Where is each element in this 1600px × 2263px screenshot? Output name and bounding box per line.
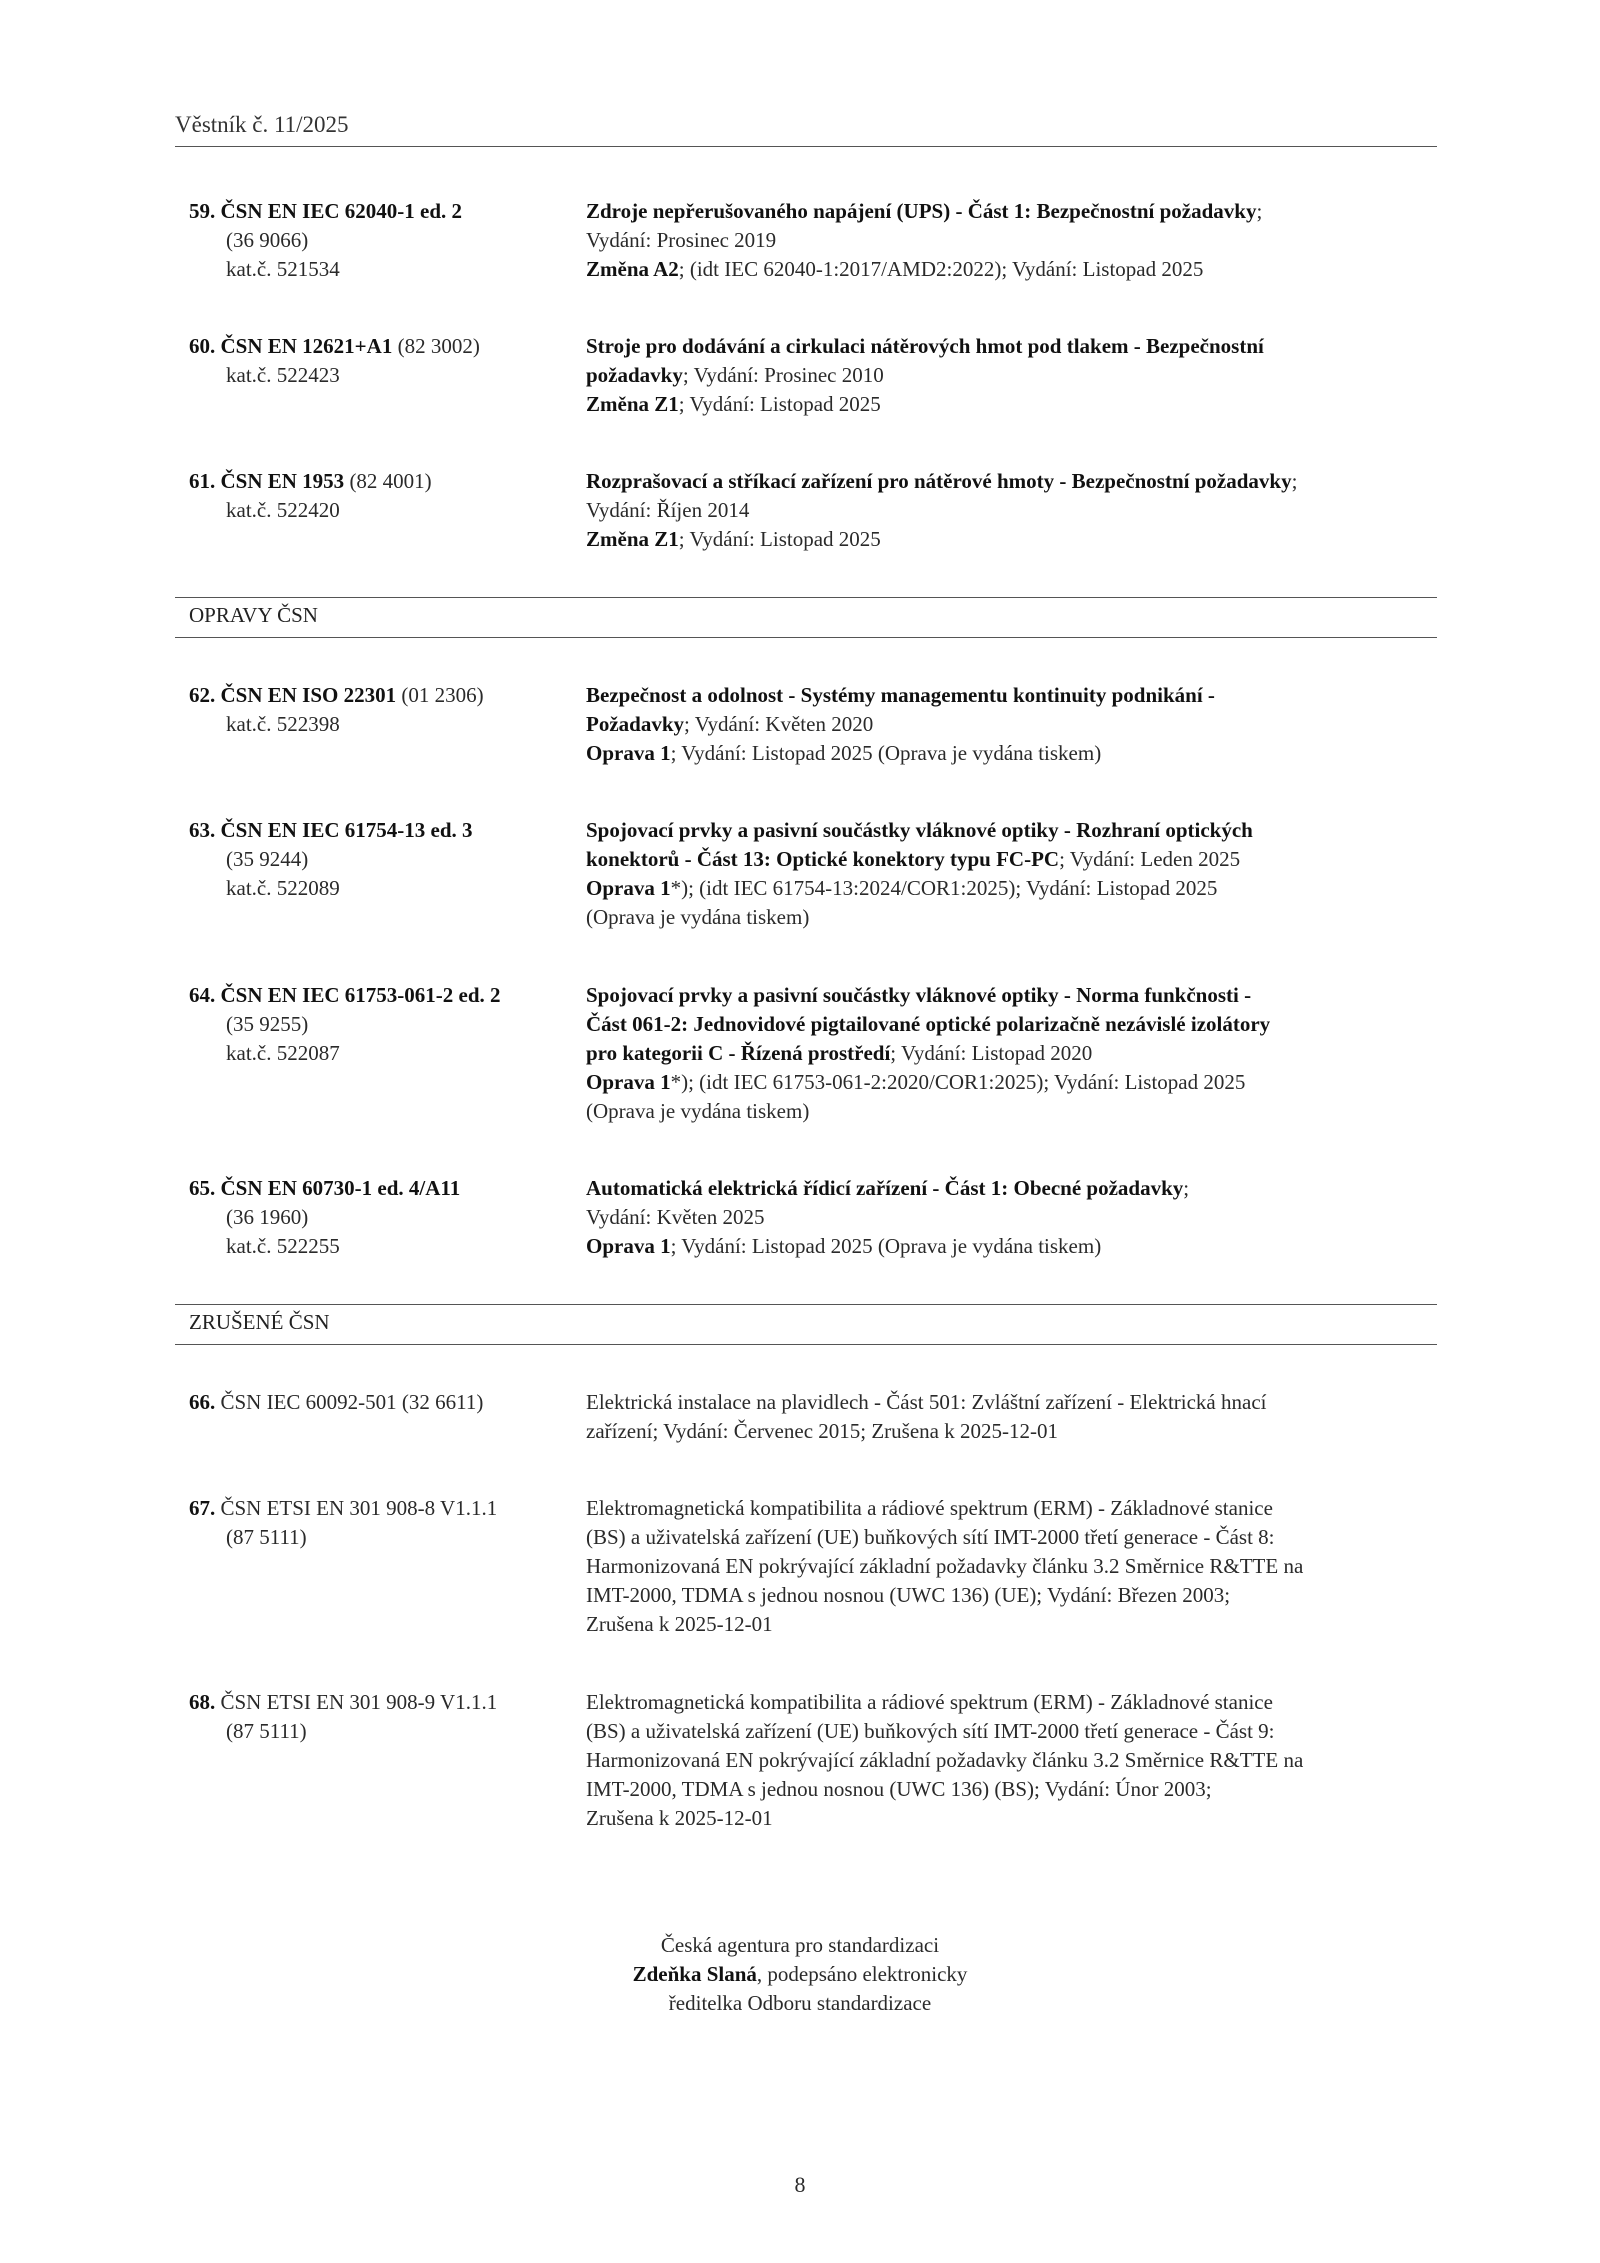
standard-identifier bbox=[189, 1688, 497, 1746]
bold-text: Spojovací prvky a pasivní součástky vláknové optiky - Rozhraní optických bbox=[586, 818, 1253, 842]
text: ; bbox=[1256, 199, 1263, 223]
text: kat.č. 521534 bbox=[226, 257, 340, 281]
standard-identifier bbox=[189, 681, 484, 739]
text-line bbox=[189, 467, 432, 496]
text-line bbox=[189, 1388, 483, 1417]
text-line bbox=[586, 1232, 1189, 1261]
text-line bbox=[586, 226, 1262, 255]
signature-block bbox=[0, 1931, 1600, 2018]
bold-text: Bezpečnost a odolnost - Systémy managementu kontinuity podnikání - bbox=[586, 683, 1215, 707]
text-line bbox=[189, 1039, 501, 1068]
text-line bbox=[586, 255, 1262, 284]
text-line bbox=[586, 1717, 1303, 1746]
text-line bbox=[189, 1174, 460, 1203]
bold-text: Oprava 1 bbox=[586, 876, 671, 900]
standard-description bbox=[586, 1494, 1303, 1639]
text-line bbox=[586, 903, 1253, 932]
standard-description bbox=[586, 197, 1262, 284]
text: Zrušena k 2025-12-01 bbox=[586, 1612, 773, 1636]
text: Vydání: Říjen 2014 bbox=[586, 498, 750, 522]
standard-identifier bbox=[189, 816, 473, 903]
bold-text: Oprava 1 bbox=[586, 1234, 671, 1258]
text-line bbox=[586, 1581, 1303, 1610]
text-line bbox=[586, 1523, 1303, 1552]
text: (35 9255) bbox=[226, 1012, 309, 1036]
bold-text: 67. bbox=[189, 1496, 216, 1520]
text: ; bbox=[1291, 469, 1298, 493]
bold-text: Spojovací prvky a pasivní součástky vláknové optiky - Norma funkčnosti - bbox=[586, 983, 1252, 1007]
text: Elektromagnetická kompatibilita a rádiové spektrum (ERM) - Základnové stanice bbox=[586, 1690, 1273, 1714]
text-line bbox=[586, 525, 1297, 554]
text-line bbox=[189, 681, 484, 710]
text-line bbox=[586, 1039, 1270, 1068]
text-line bbox=[586, 496, 1297, 525]
text: kat.č. 522087 bbox=[226, 1041, 340, 1065]
standard-description bbox=[586, 816, 1253, 932]
text: (36 9066) bbox=[226, 228, 309, 252]
section-heading-zrusene: ZRUŠENÉ ČSN bbox=[189, 1310, 330, 1334]
text-line bbox=[189, 226, 462, 255]
bold-text: 61. ČSN EN 1953 bbox=[189, 469, 345, 493]
text: (BS) a uživatelská zařízení (UE) buňkových sítí IMT-2000 třetí generace - Část 9: bbox=[586, 1719, 1275, 1743]
text: kat.č. 522423 bbox=[226, 363, 340, 387]
standard-identifier bbox=[189, 197, 462, 284]
standard-identifier bbox=[189, 467, 432, 525]
section-heading-opravy: OPRAVY ČSN bbox=[189, 603, 318, 627]
text: (82 4001) bbox=[344, 469, 432, 493]
text: Vydání: Květen 2025 bbox=[586, 1205, 765, 1229]
text-line bbox=[586, 1010, 1270, 1039]
standard-description bbox=[586, 467, 1297, 554]
standard-identifier bbox=[189, 332, 480, 390]
bold-text: konektorů - Část 13: Optické konektory typu FC-PC bbox=[586, 847, 1060, 871]
text: ; Vydání: Leden 2025 bbox=[1059, 847, 1241, 871]
text-line bbox=[586, 197, 1262, 226]
bold-text: 68. bbox=[189, 1690, 216, 1714]
bold-text: 64. ČSN EN IEC 61753-061-2 ed. 2 bbox=[189, 983, 501, 1007]
bold-text: Automatická elektrická řídicí zařízení - Část 1: Obecné požadavky bbox=[586, 1176, 1184, 1200]
text-line bbox=[586, 361, 1264, 390]
text-line bbox=[586, 1610, 1303, 1639]
bold-text: 66. bbox=[189, 1390, 216, 1414]
text-line bbox=[189, 496, 432, 525]
text-line bbox=[189, 197, 462, 226]
text-line bbox=[586, 981, 1270, 1010]
text-line bbox=[586, 1688, 1303, 1717]
text-line bbox=[586, 390, 1264, 419]
standard-identifier bbox=[189, 1494, 497, 1552]
text-line bbox=[586, 710, 1215, 739]
text-line bbox=[189, 1717, 497, 1746]
text: Vydání: Prosinec 2019 bbox=[586, 228, 777, 252]
bold-text: Zdroje nepřerušovaného napájení (UPS) - Část 1: Bezpečnostní požadavky bbox=[586, 199, 1257, 223]
text: ; Vydání: Listopad 2025 (Oprava je vydána tiskem) bbox=[670, 1234, 1102, 1258]
bulletin-header: Věstník č. 11/2025 bbox=[175, 112, 349, 137]
bold-text: 63. ČSN EN IEC 61754-13 ed. 3 bbox=[189, 818, 473, 842]
text-line bbox=[189, 1203, 460, 1232]
text: Elektrická instalace na plavidlech - Část 501: Zvláštní zařízení - Elektrická hnací bbox=[586, 1390, 1267, 1414]
text-line bbox=[586, 332, 1264, 361]
text: ; Vydání: Prosinec 2010 bbox=[682, 363, 884, 387]
text: IMT-2000, TDMA s jednou nosnou (UWC 136) (BS); Vydání: Únor 2003; bbox=[586, 1777, 1212, 1801]
text: Harmonizovaná EN pokrývající základní požadavky článku 3.2 Směrnice R&TTE na bbox=[586, 1748, 1304, 1772]
text-line bbox=[586, 1203, 1189, 1232]
text: Elektromagnetická kompatibilita a rádiové spektrum (ERM) - Základnové stanice bbox=[586, 1496, 1273, 1520]
standard-identifier bbox=[189, 981, 501, 1068]
text: ; Vydání: Listopad 2025 bbox=[678, 527, 881, 551]
bold-text: Část 061-2: Jednovidové pigtailované optické polarizačně nezávislé izolátory bbox=[586, 1012, 1271, 1036]
text-line bbox=[586, 1775, 1303, 1804]
section-rule-bottom bbox=[175, 1344, 1437, 1345]
standard-description bbox=[586, 1388, 1266, 1446]
bold-text: Rozprašovací a stříkací zařízení pro nátěrové hmoty - Bezpečnostní požadavky bbox=[586, 469, 1292, 493]
standard-identifier bbox=[189, 1174, 460, 1261]
bold-text: Požadavky bbox=[586, 712, 685, 736]
bold-text: 65. ČSN EN 60730-1 ed. 4/A11 bbox=[189, 1176, 461, 1200]
text: kat.č. 522089 bbox=[226, 876, 340, 900]
bold-text: 59. ČSN EN IEC 62040-1 ed. 2 bbox=[189, 199, 463, 223]
standard-description bbox=[586, 1688, 1303, 1833]
text-line bbox=[586, 1494, 1303, 1523]
text-line bbox=[189, 1232, 460, 1261]
text-line bbox=[189, 1523, 497, 1552]
text-line bbox=[586, 1068, 1270, 1097]
text: kat.č. 522420 bbox=[226, 498, 340, 522]
bold-text: Změna A2 bbox=[586, 257, 679, 281]
standard-description bbox=[586, 681, 1215, 768]
text-line bbox=[586, 1417, 1266, 1446]
text: ; (idt IEC 62040-1:2017/AMD2:2022); Vydání: Listopad 2025 bbox=[678, 257, 1204, 281]
text: ; Vydání: Listopad 2025 (Oprava je vydána tiskem) bbox=[670, 741, 1102, 765]
bold-text: Stroje pro dodávání a cirkulaci nátěrových hmot pod tlakem - Bezpečnostní bbox=[586, 334, 1264, 358]
text: Zrušena k 2025-12-01 bbox=[586, 1806, 773, 1830]
bold-text: Změna Z1 bbox=[586, 527, 679, 551]
signer-name: Zdeňka Slaná bbox=[632, 1962, 757, 1986]
text-line bbox=[586, 1097, 1270, 1126]
text: ČSN IEC 60092-501 (32 6611) bbox=[215, 1390, 484, 1414]
text-line bbox=[189, 1688, 497, 1717]
text-line bbox=[189, 710, 484, 739]
text: kat.č. 522398 bbox=[226, 712, 340, 736]
section-rule-top bbox=[175, 1304, 1437, 1305]
text: ČSN ETSI EN 301 908-8 V1.1.1 bbox=[215, 1496, 498, 1520]
text-line bbox=[586, 816, 1253, 845]
standard-identifier bbox=[189, 1388, 483, 1417]
text: (87 5111) bbox=[226, 1525, 307, 1549]
text-line bbox=[586, 467, 1297, 496]
bold-text: Oprava 1 bbox=[586, 1070, 671, 1094]
standard-description bbox=[586, 1174, 1189, 1261]
text-line bbox=[189, 981, 501, 1010]
text-line bbox=[586, 681, 1215, 710]
text: (BS) a uživatelská zařízení (UE) buňkových sítí IMT-2000 třetí generace - Část 8: bbox=[586, 1525, 1275, 1549]
text: ; Vydání: Listopad 2025 bbox=[678, 392, 881, 416]
signer-title: ředitelka Odboru standardizace bbox=[668, 1991, 932, 2015]
text: ČSN ETSI EN 301 908-9 V1.1.1 bbox=[215, 1690, 498, 1714]
text-line bbox=[586, 874, 1253, 903]
section-rule-bottom bbox=[175, 637, 1437, 638]
signature-note: , podepsáno elektronicky bbox=[756, 1962, 968, 1986]
bold-text: 62. ČSN EN ISO 22301 bbox=[189, 683, 397, 707]
bold-text: pro kategorii C - Řízená prostředí bbox=[586, 1041, 891, 1065]
text-line bbox=[189, 845, 473, 874]
text-line bbox=[189, 1010, 501, 1039]
text: (87 5111) bbox=[226, 1719, 307, 1743]
text: (Oprava je vydána tiskem) bbox=[586, 1099, 810, 1123]
text-line bbox=[586, 739, 1215, 768]
bold-text: 60. ČSN EN 12621+A1 bbox=[189, 334, 393, 358]
text: (01 2306) bbox=[396, 683, 484, 707]
text-line bbox=[189, 332, 480, 361]
text: IMT-2000, TDMA s jednou nosnou (UWC 136) (UE); Vydání: Březen 2003; bbox=[586, 1583, 1231, 1607]
standard-description bbox=[586, 981, 1270, 1126]
text-line bbox=[586, 1804, 1303, 1833]
section-rule-top bbox=[175, 597, 1437, 598]
text-line bbox=[586, 845, 1253, 874]
header-rule bbox=[175, 146, 1437, 147]
text: ; bbox=[1183, 1176, 1190, 1200]
text-line bbox=[586, 1746, 1303, 1775]
text: (36 1960) bbox=[226, 1205, 309, 1229]
text: (Oprava je vydána tiskem) bbox=[586, 905, 810, 929]
text: *); (idt IEC 61754-13:2024/COR1:2025); Vydání: Listopad 2025 bbox=[670, 876, 1218, 900]
text: *); (idt IEC 61753-061-2:2020/COR1:2025); Vydání: Listopad 2025 bbox=[670, 1070, 1246, 1094]
text-line bbox=[189, 255, 462, 284]
text-line bbox=[586, 1388, 1266, 1417]
page-number: 8 bbox=[794, 2172, 806, 2197]
text-line bbox=[189, 816, 473, 845]
text: zařízení; Vydání: Červenec 2015; Zrušena k 2025-12-01 bbox=[586, 1419, 1058, 1443]
text-line bbox=[586, 1552, 1303, 1581]
text: kat.č. 522255 bbox=[226, 1234, 340, 1258]
agency-name: Česká agentura pro standardizaci bbox=[660, 1933, 940, 1957]
standard-description bbox=[586, 332, 1264, 419]
bold-text: Oprava 1 bbox=[586, 741, 671, 765]
text-line bbox=[189, 1494, 497, 1523]
text: ; Vydání: Listopad 2020 bbox=[890, 1041, 1093, 1065]
text: Harmonizovaná EN pokrývající základní požadavky článku 3.2 Směrnice R&TTE na bbox=[586, 1554, 1304, 1578]
text-line bbox=[189, 361, 480, 390]
text-line bbox=[586, 1174, 1189, 1203]
text-line bbox=[189, 874, 473, 903]
bold-text: Změna Z1 bbox=[586, 392, 679, 416]
text: (35 9244) bbox=[226, 847, 309, 871]
bold-text: požadavky bbox=[586, 363, 683, 387]
text: ; Vydání: Květen 2020 bbox=[684, 712, 874, 736]
text: (82 3002) bbox=[392, 334, 480, 358]
